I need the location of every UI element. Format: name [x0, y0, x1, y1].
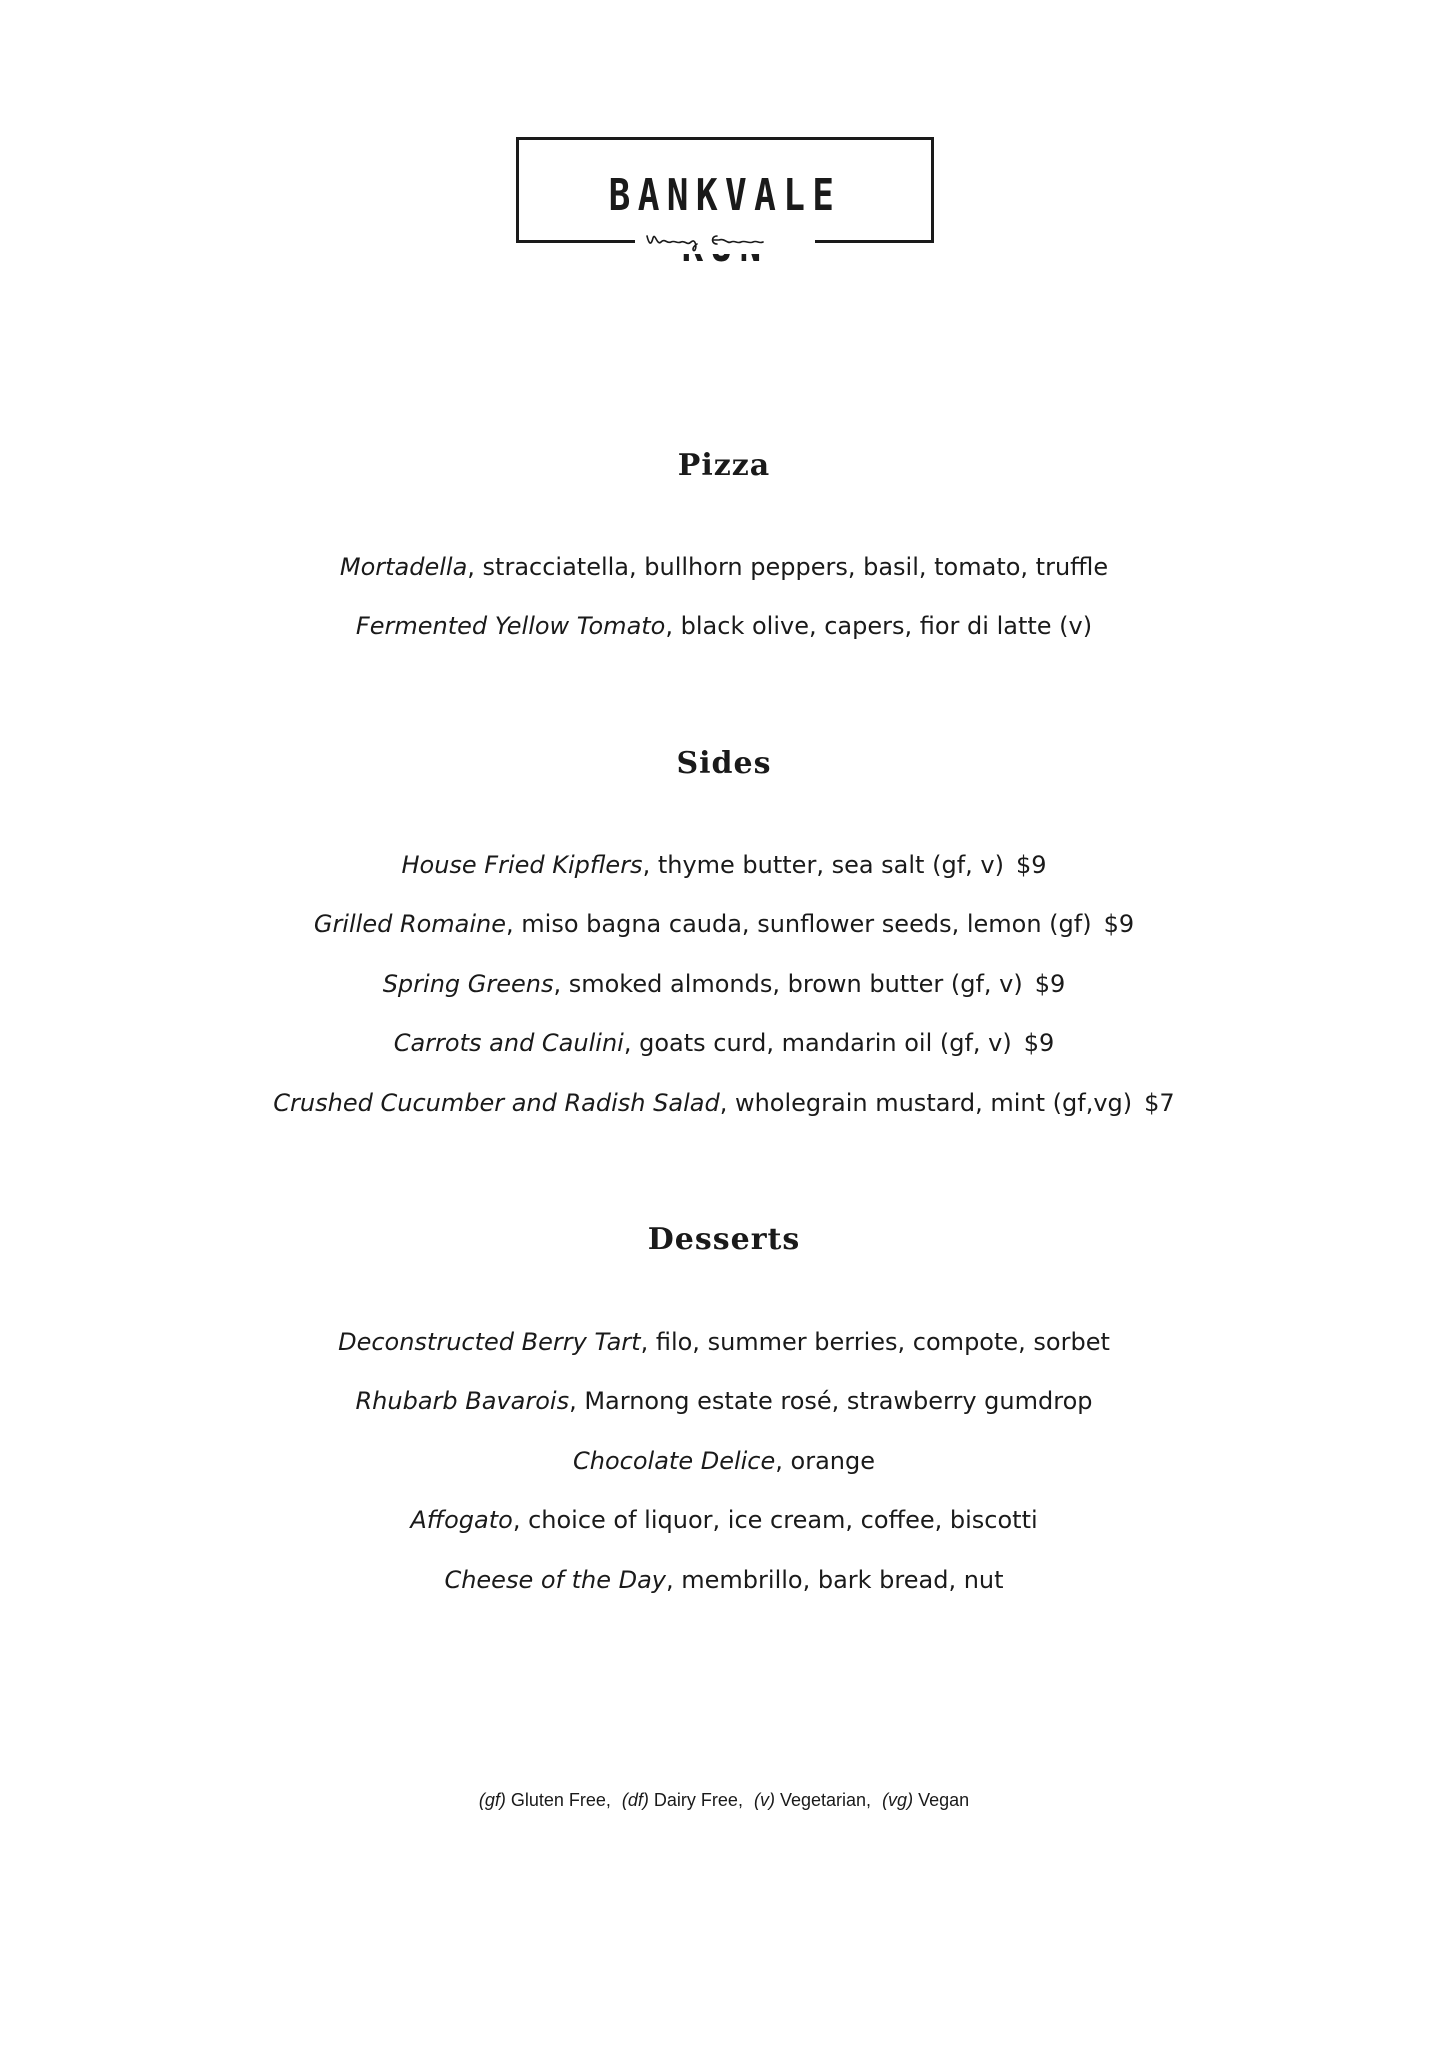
dish-description: , goats curd, mandarin oil (gf, v): [623, 1029, 1012, 1057]
logo-name: BANKVALE: [608, 170, 842, 221]
dish-price: $9: [1034, 970, 1066, 998]
dish-name: Rhubarb Bavarois: [355, 1387, 570, 1415]
menu-item: [0, 1089, 1448, 1117]
menu-item: [0, 1447, 1448, 1475]
logo-signature: [519, 226, 931, 254]
legend-abbr: (v): [753, 1790, 775, 1810]
legend-label: Gluten Free,: [505, 1790, 611, 1810]
dish-price: $9: [1103, 910, 1135, 938]
menu-item: [0, 1328, 1448, 1356]
dish-name: House Fried Kipflers: [401, 851, 643, 879]
dish-price: $9: [1015, 851, 1047, 879]
dish-description: , membrillo, bark bread, nut: [666, 1566, 1004, 1594]
legend-label: Dairy Free,: [648, 1790, 743, 1810]
legend-abbr: (gf): [478, 1790, 506, 1810]
menu-item: [0, 1566, 1448, 1594]
logo: [516, 137, 934, 243]
menu-item: [0, 1506, 1448, 1534]
menu-item: [0, 851, 1448, 879]
dish-description: , orange: [775, 1447, 875, 1475]
legend-abbr: (df): [621, 1790, 649, 1810]
dietary-legend: [0, 1790, 1448, 1811]
dish-description: , miso bagna cauda, sunflower seeds, lemon (gf): [506, 910, 1092, 938]
menu-item: [0, 1029, 1448, 1057]
dish-name: Grilled Romaine: [313, 910, 507, 938]
legend-entry: [622, 1790, 743, 1810]
legend-abbr: (vg): [882, 1790, 914, 1810]
dish-description: , smoked almonds, brown butter (gf, v): [553, 970, 1023, 998]
legend-entry: [754, 1790, 871, 1810]
dish-price: $9: [1023, 1029, 1055, 1057]
section-title-sides: Sides: [676, 746, 772, 781]
dish-description: , stracciatella, bullhorn peppers, basil, tomato, truffle: [467, 553, 1109, 581]
dish-name: Carrots and Caulini: [393, 1029, 624, 1057]
dish-description: , thyme butter, sea salt (gf, v): [642, 851, 1004, 879]
dish-name: Fermented Yellow Tomato: [355, 612, 666, 640]
section-title-desserts: Desserts: [647, 1222, 801, 1257]
dish-description: , black olive, capers, fior di latte (v): [665, 612, 1093, 640]
dish-name: Deconstructed Berry Tart: [338, 1328, 641, 1356]
menu-item: [0, 553, 1448, 581]
menu-item: [0, 1387, 1448, 1415]
dish-name: Spring Greens: [382, 970, 554, 998]
dish-name: Cheese of the Day: [444, 1566, 667, 1594]
menu-item: [0, 970, 1448, 998]
dish-description: , wholegrain mustard, mint (gf,vg): [719, 1089, 1133, 1117]
legend-label: Vegetarian,: [774, 1790, 872, 1810]
menu-item: [0, 612, 1448, 640]
dish-name: Mortadella: [339, 553, 468, 581]
dish-name: Affogato: [410, 1506, 513, 1534]
legend-entry: [882, 1790, 969, 1810]
legend-label: Vegan: [913, 1790, 970, 1810]
dish-description: , filo, summer berries, compote, sorbet: [640, 1328, 1110, 1356]
dish-name: Chocolate Delice: [573, 1447, 776, 1475]
section-title-pizza: Pizza: [677, 448, 771, 483]
dish-price: $7: [1144, 1089, 1175, 1117]
legend-entry: [479, 1790, 611, 1810]
dish-description: , choice of liquor, ice cream, coffee, biscotti: [512, 1506, 1038, 1534]
dish-name: Crushed Cucumber and Radish Salad: [273, 1089, 720, 1117]
dish-description: , Marnong estate rosé, strawberry gumdrop: [569, 1387, 1093, 1415]
menu-item: [0, 910, 1448, 938]
